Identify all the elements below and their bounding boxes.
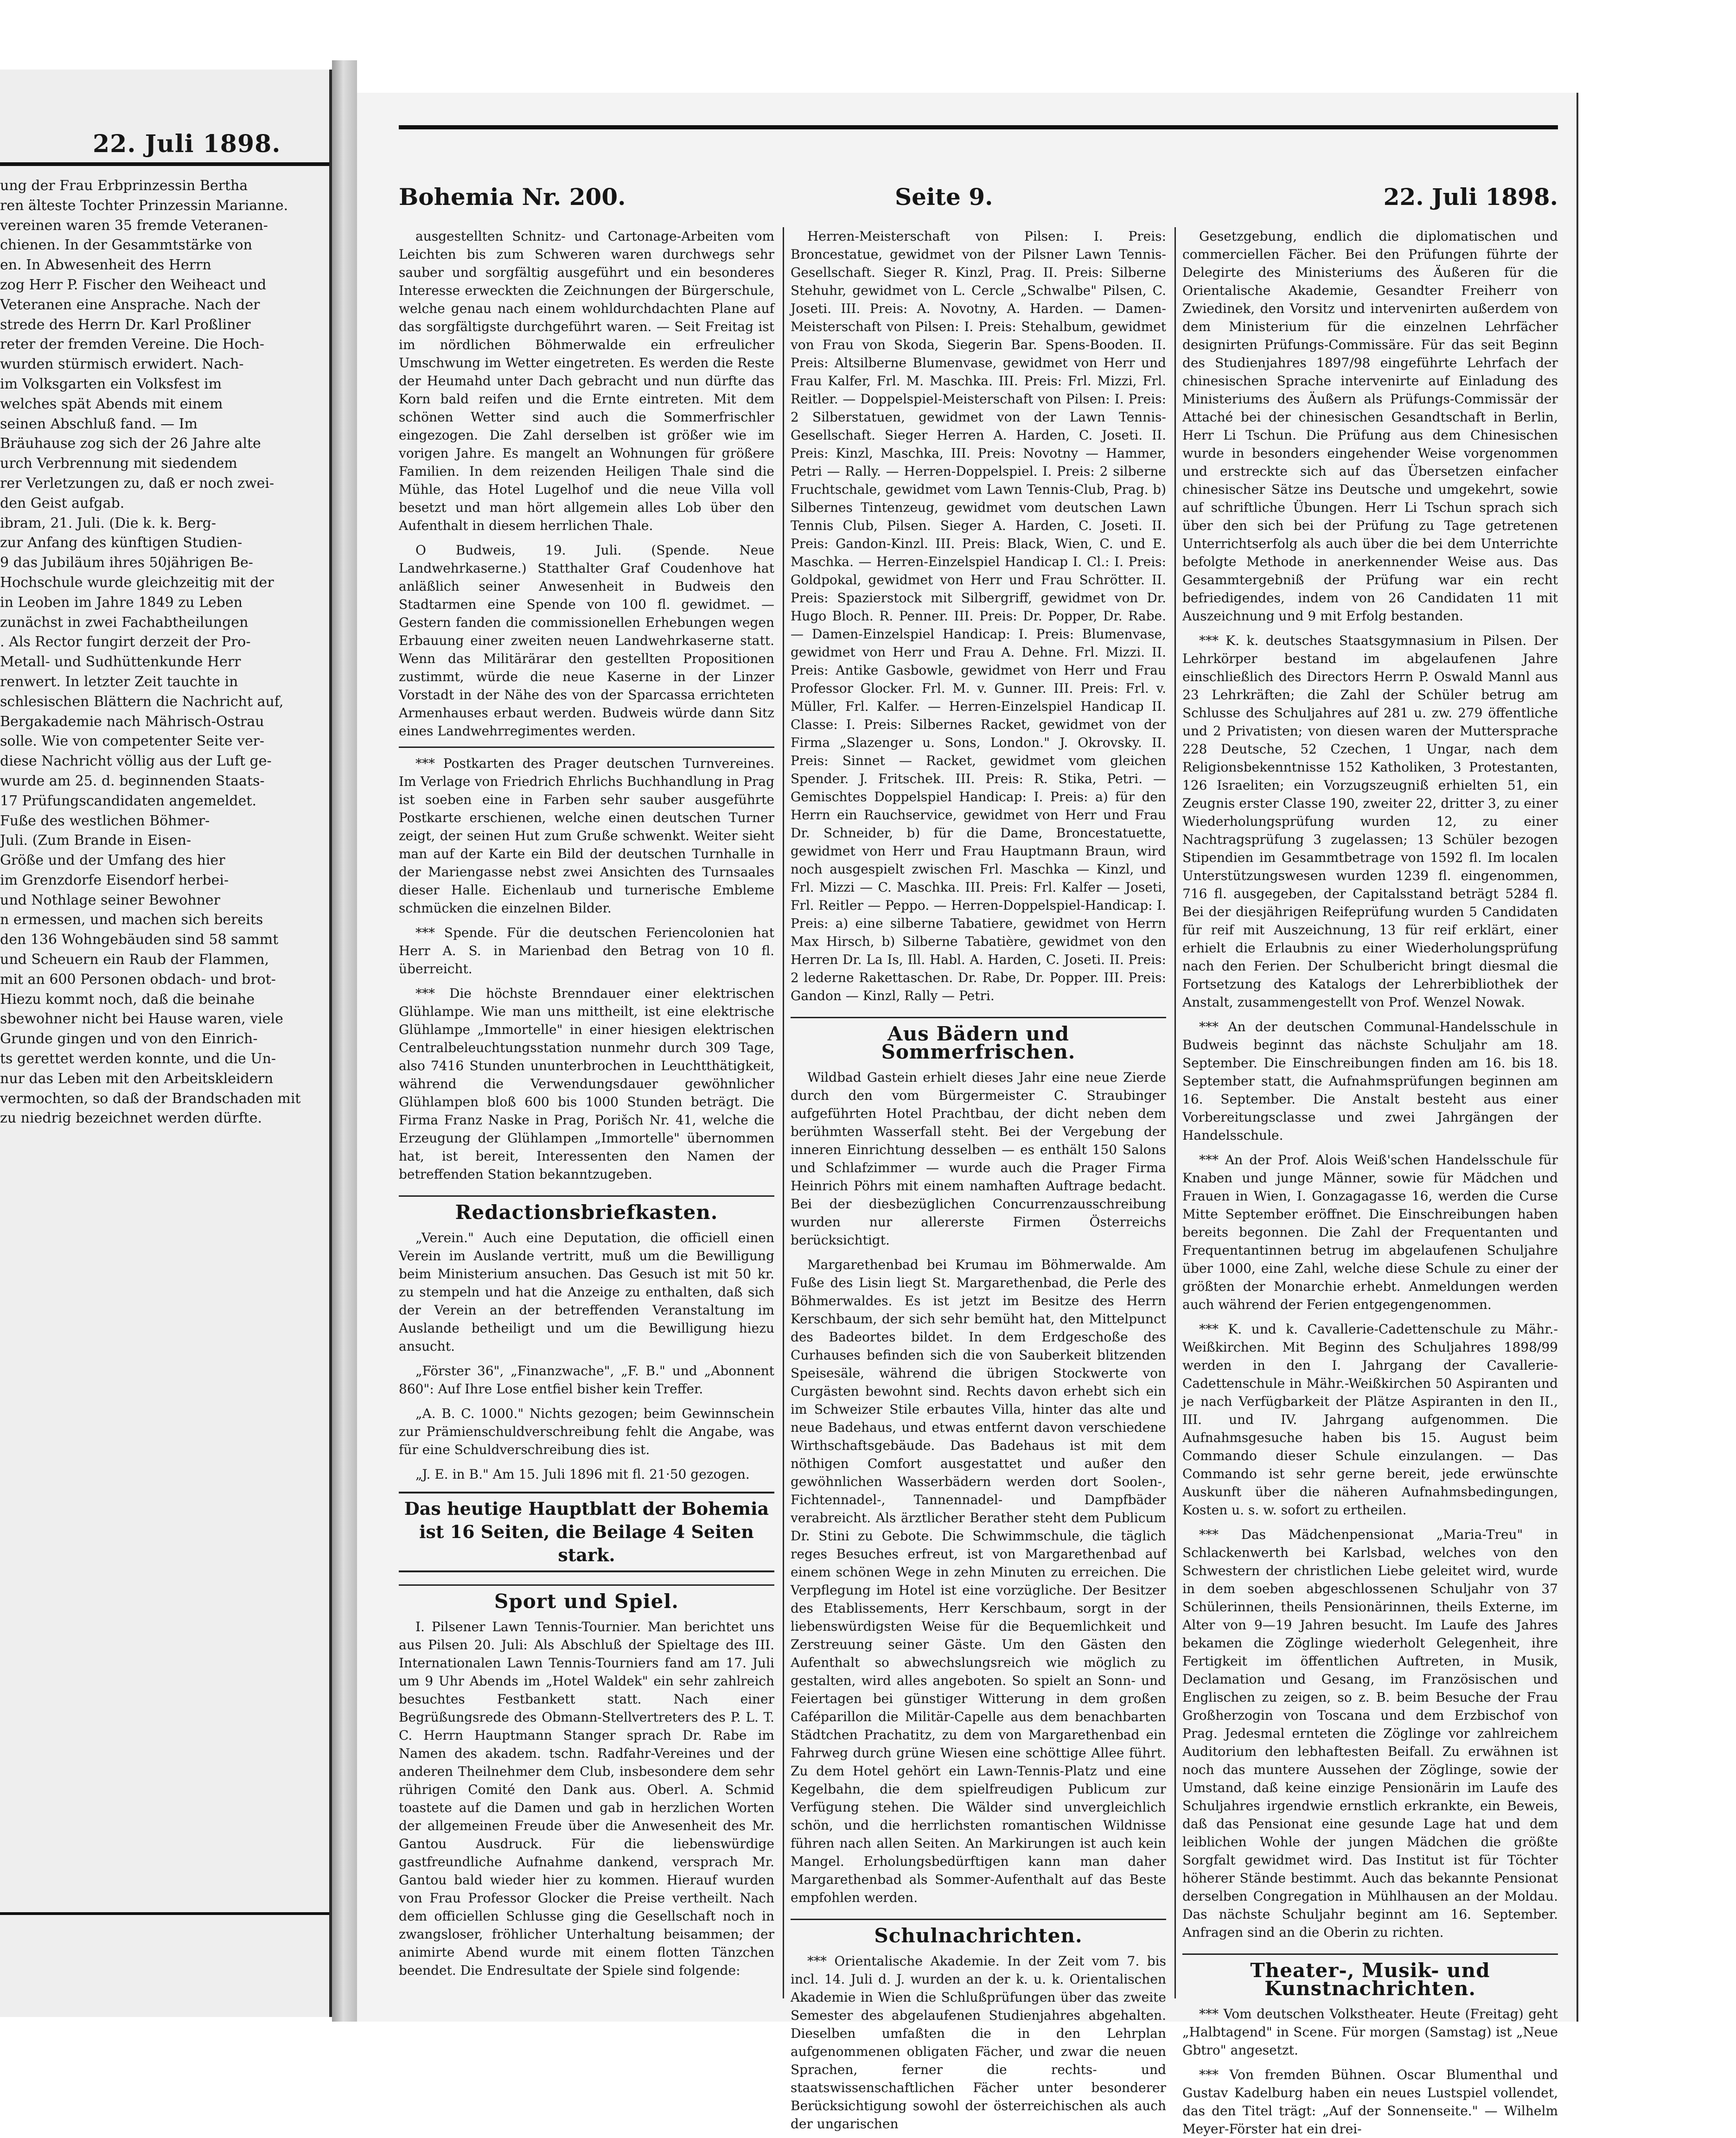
left-page-header-rule	[0, 162, 329, 166]
page-header	[399, 183, 1558, 216]
header-rule	[399, 125, 1558, 129]
column-rule	[1174, 227, 1176, 1998]
left-page-date: 22. Juli 1898.	[93, 130, 281, 158]
article-paragraph: *** K. und k. Cavallerie-Cadettenschule zu Mähr.-Weißkirchen. Mit Beginn des Schuljahres 1898/99 werden in den I. Jahrgang der Cavallerie-Cadettenschule in Mähr.-Weißkirchen 50 Aspiranten und je nach Verfügbarkeit der Plätze Aspiranten in den II., III. und IV. Jahrgang aufgenommen. Die Aufnahmsgesuche haben bis 15. August beim Commando dieser Schule einzulangen. — Das Commando ist sehr gerne bereit, jede erwünschte Auskunft über die näheren Aufnahmsbedingungen, Kosten u. s. w. sofort zu ertheilen.	[1182, 1321, 1558, 1518]
article-paragraph: Wildbad Gastein erhielt dieses Jahr eine neue Zierde durch den vom Bürgermeister C. Straubinger aufgeführten Hotel Prachtbau, der dicht neben dem berühmten Wasserfall steht. Bei der Vergebung der inneren Einrichtung desselben — es enthält 150 Salons und Schlafzimmer — wurde auch die Prager Firma Heinrich Pöhrs mit einem namhaften Auftrage bedacht. Bei der diesbezüglichen Concurrenzausschreibung wurden nur allererste Firmen Österreichs berücksichtigt.	[791, 1070, 1166, 1248]
article-paragraph: „Verein." Auch eine Deputation, die officiell einen Verein im Auslande vertritt, muß um die Bewilligung beim Ministerium ansuchen. Das Gesuch ist mit 50 kr. zu stempeln und hat die Anzeige zu enthalten, daß sich der Verein an der betreffenden Veranstaltung im Auslande betheiligt und um die Bewilligung hiezu ansucht.	[399, 1230, 774, 1354]
left-page-bottom-rule	[0, 1912, 329, 1915]
section-heading: Redactionsbriefkasten.	[399, 1195, 774, 1221]
article-paragraph: *** An der Prof. Alois Weiß'schen Handelsschule für Knaben und junge Männer, sowie für Mädchen und Frauen in Wien, I. Gonzagagasse 16, werden die Curse Mitte September eröffnet. Die Einschreibungen haben bereits begonnen. Die Zahl der Frequentanten und Frequentantinnen betrug im abgelaufenen Schuljahre über 1000, eine Zahl, welche diese Schule zu einer der größten der Monarchie erhebt. Anmeldungen werden auch während der Ferien entgegengenommen.	[1182, 1152, 1558, 1312]
column-rule	[783, 227, 784, 1998]
section-heading: Sport und Spiel.	[399, 1584, 774, 1610]
article-divider	[399, 747, 774, 748]
article-paragraph: Margarethenbad bei Krumau im Böhmerwalde. Am Fuße des Lisin liegt St. Margarethenbad, die Perle des Böhmerwaldes. Es ist jetzt im Besitze des Herrn Kerschbaum, der sich sehr bemüht hat, den Mittelpunct des Badeortes bildet. In dem Erdgeschoße des Curhauses befinden sich die von Sauberkeit blitzenden Speisesäle, während die übrigen Stockwerte von Curgästen bewohnt sind. Rechts davon erhebt sich ein im Schweizer Stile erbautes Villa, hinter das alte und neue Badehaus, und etwas entfernt davon verschiedene Wirthschaftsgebäude. Das Badehaus ist mit dem nöthigen Comfort ausgestattet und außer den gewöhnlichen Wasserbädern werden dort Soolen-, Fichtennadel-, Tannennadel- und Dampfbäder verabreicht. Als ärztlicher Berather steht dem Publicum Dr. Stini zu Gebote. Die Schwimmschule, die täglich reges Besuches erfreut, ist von Margarethenbad auf einem schönen Wege in zehn Minuten zu erreichen. Die Verpflegung im Hotel ist eine vorzügliche. Der Besitzer des Etablissements, Herr Kerschbaum, sorgt in der liebenswürdigsten Weise für die Bequemlichkeit und Zerstreuung seiner Gäste. Um den Gästen den Aufenthalt so abwechslungsreich wie möglich zu gestalten, wird alles angeboten. So spielt an Sonn- und Feiertagen bei günstiger Witterung in dem großen Caféparillon die Militär-Capelle aus dem benachbarten Städtchen Prachatitz, zu dem von Margarethenbad ein Fahrweg durch grüne Wiesen eine schöttige Allee führt. Zu dem Hotel gehört ein Lawn-Tennis-Platz und eine Kegelbahn, die dem spielfreudigen Publicum zur Verfügung stehen. Die Wälder sind unvergleichlich schön, und die herrlichsten romantischen Wildnisse führen nach allen Seiten. An Markirungen ist auch kein Mangel. Erholungsbedürftigen kann man daher Margarethenbad als Sommer-Aufenthalt auf das Beste empfohlen werden.	[791, 1257, 1166, 1905]
article-paragraph: *** Die höchste Brenndauer einer elektrischen Glühlampe. Wie man uns mittheilt, ist eine elektrische Glühlampe „Immortelle" in einer hiesigen elektrischen Centralbeleuchtungsstation nunmehr durch 309 Tage, also 7416 Stunden ununterbrochen in Leuchtthätigkeit, während die Verwendungsdauer gewöhnlicher Glühlampen bloß 600 bis 1000 Stunden beträgt. Die Firma Franz Naske in Prag, Porišch Nr. 41, welche die Erzeugung der Glühlampen „Immortelle" übernommen hat, ist bereit, Interessenten den Namen der betreffenden Station bekanntzugeben.	[399, 986, 774, 1182]
article-paragraph: „J. E. in B." Am 15. Juli 1896 mit fl. 21·50 gezogen.	[415, 1467, 750, 1482]
section-heading: Aus Bädern und Sommerfrischen.	[791, 1017, 1166, 1061]
section-heading: Theater-, Musik- und Kunstnachrichten.	[1182, 1953, 1558, 1998]
article-paragraph: *** K. k. deutsches Staatsgymnasium in Pilsen. Der Lehrkörper bestand im abgelaufenen Jahre einschließlich des Directors Herrn P. Oswald Mannl aus 23 Lehrkräften; die Zahl der Schüler betrug am Schlusse des Schuljahres auf 281 u. zw. 279 öffentliche und 2 Privatisten; von diesen waren der Muttersprache 228 Deutsche, 52 Czechen, 1 Ungar, nach dem Religionsbekenntnisse 152 Katholiken, 3 Protestanten, 126 Israeliten; ein Vorzugszeugniß erhielten 51, ein Zeugnis erster Classe 190, zweiter 22, dritter 3, zu einer Wiederholungsprüfung wurden 12, zu einer Nachtragsprüfung 3 zugelassen; 13 Schüler bezogen Stipendien im Gesammtbetrage von 1592 fl. Im localen Unterstützungswesen wurden 1239 fl. eingenommen, 716 fl. ausgegeben, der Capitalsstand beträgt 5284 fl. Bei der diesjährigen Reifeprüfung wurden 5 Candidaten für reif mit Auszeichnung, 13 für reif erklärt, einer erhielt die Erlaubnis zu einer Wiederholungsprüfung nach den Ferien. Der Schulbericht bringt diesmal die Fortsetzung des Katalogs der Lehrerbibliothek der Anstalt, zusammengestellt von Prof. Wenzel Nowak.	[1182, 633, 1558, 1010]
book-gutter	[332, 60, 357, 2022]
article-paragraph: *** Spende. Für die deutschen Feriencolonien hat Herr A. S. in Marienbad den Betrag von 10 fl. überreicht.	[399, 925, 774, 976]
page-count-notice: Das heutige Hauptblatt der Bohemia ist 16 Seiten, die Beilage 4 Seiten stark.	[399, 1492, 774, 1572]
article-paragraph: „A. B. C. 1000." Nichts gezogen; beim Gewinnschein zur Prämienschuldverschreibung fehlt die Angabe, was für eine Schuldverschreibung dies ist.	[399, 1406, 774, 1457]
page-date: 22. Juli 1898.	[1383, 183, 1558, 211]
page-number: Seite 9.	[895, 183, 993, 211]
column-1	[399, 227, 774, 2008]
article-paragraph: *** Von fremden Bühnen. Oscar Blumenthal und Gustav Kadelburg haben ein neues Lustspiel vollendet, das den Titel trägt: „Auf der Sonnenseite." — Wilhelm Meyer-Förster hat ein drei-	[1182, 2067, 1558, 2137]
article-paragraph: I. Pilsener Lawn Tennis-Tournier. Man berichtet uns aus Pilsen 20. Juli: Als Abschluß der Spieltage des III. Internationalen Lawn Tennis-Tourniers fand am 17. Juli um 9 Uhr Abends im „Hotel Waldek" ein sehr zahlreich besuchtes Festbankett statt. Nach einer Begrüßungsrede des Obmann-Stellvertreters des P. L. T. C. Herrn Hauptmann Stanger sprach Dr. Rabe im Namen des akadem. tschn. Radfahr-Vereines und der anderen Theilnehmer dem Club, insbesondere dem sehr rührigen Comité den Dank aus. Oberl. A. Schmid toastete auf die Damen und gab in herzlichen Worten der allgemeinen Freude über die Anwesenheit des Mr. Gantou Ausdruck. Für die liebenswürdige gastfreundliche Aufnahme dankend, versprach Mr. Gantou bald wieder hier zu kommen. Hierauf wurden von Frau Professor Glocker die Preise vertheilt. Nach dem officiellen Schlusse ging die Gesellschaft noch in zwangsloser, fröhlicher Unterhaltung beisammen; der animirte Abend wurde mit einem flotten Tänzchen beendet. Die Endresultate der Spiele sind folgende:	[399, 1619, 774, 1978]
section-heading: Schulnachrichten.	[791, 1919, 1166, 1945]
column-2	[791, 227, 1166, 2132]
column-3	[1182, 227, 1558, 2137]
left-page	[0, 70, 332, 2017]
article-paragraph: Gesetzgebung, endlich die diplomatischen und commerciellen Fächer. Bei den Prüfungen führte der Delegirte des Ministeriums des Äußeren für die Orientalische Akademie, Gesandter Freiherr von Zwiedinek, den Vorsitz und intervenirten außerdem von dem Ministerium für die einzelnen Lehrfächer designirten Prüfungs-Commissäre. Für das seit Beginn des Studienjahres 1897/98 eingeführte Lehrfach der chinesischen Sprache intervenirte auf Einladung des Ministeriums des Äußern als Prüfungs-Commissär der Attaché bei der chinesischen Gesandtschaft in Berlin, Herr Li Tschun. Die Prüfung aus dem Chinesischen wurde in besonders eingehender Weise vorgenommen und erstreckte sich auf das Übersetzen einfacher chinesischer Sätze ins Deutsche und umgekehrt, sowie auf schriftliche Übungen. Herr Li Tschun sprach sich über den sich bei der Prüfung zu Tage getretenen Unterrichtserfolg als auch über die bei dem Unterrichte befolgte Methode in anerkennender Weise aus. Das Gesammtergebniß der Prüfung war ein recht befriedigendes, indem von 26 Candidaten 11 mit Auszeichnung und 9 mit Erfolg bestanden.	[1182, 229, 1558, 624]
article-paragraph: *** An der deutschen Communal-Handelsschule in Budweis beginnt das nächste Schuljahr am 18. September. Die Einschreibungen finden am 16. bis 18. September statt, die Aufnahmsprüfungen beginnen am 16. September. Die Anstalt besteht aus einer Vorbereitungsclasse und zwei Jahrgängen der Handelsschule.	[1182, 1019, 1558, 1143]
left-page-text: ung der Frau Erbprinzessin Bertha ren älteste Tochter Prinzessin Marianne. vereinen waren 35 fremde Veteranen- chienen. In der Gesammtstärke von en. In Abwesenheit des Herrn zog Herr P. Fischer den Weiheact und Veteranen eine Ansprache. Nach der strede des Herrn Dr. Karl Proßliner reter der fremden Vereine. Die Hoch- wurden stürmisch erwidert. Nach- im Volksgarten ein Volksfest im welches spät Abends mit einem seinen Abschluß fand. — Im Bräuhause zog sich der 26 Jahre alte urch Verbrennung mit siedendem rer Verletzungen zu, daß er noch zwei- den Geist aufgab. ibram, 21. Juli. (Die k. k. Berg- zur Anfang des künftigen Studien- 9 das Jubiläum ihres 50jährigen Be- Hochschule wurde gleichzeitig mit der in Leoben im Jahre 1849 zu Leben zunächst in zwei Fachabtheilungen . Als Rector fungirt derzeit der Pro- Metall- und Sudhüttenkunde Herr renwert. In letzter Zeit tauchte in schlesischen Blättern die Nachricht auf, Bergakademie nach Mährisch-Ostrau solle. Wie von competenter Seite ver- diese Nachricht völlig aus der Luft ge- wurde am 25. d. beginnenden Staats- 17 Prüfungscandidaten angemeldet. Fuße des westlichen Böhmer- Juli. (Zum Brande in Eisen- Größe und der Umfang des hier im Grenzdorfe Eisendorf herbei- und Nothlage seiner Bewohner n ermessen, und machen sich bereits den 136 Wohngebäuden sind 58 sammt und Scheuern ein Raub der Flammen, mit an 600 Personen obdach- und brot- Hiezu kommt noch, daß die beinahe sbewohner nicht bei Hause waren, viele Grunde gingen und von den Einrich- ts gerettet werden konnte, und die Un- nur das Leben mit den Arbeitskleidern vermochten, so daß der Brandschaden mit zu niedrig bezeichnet werden dürfte.	[0, 178, 301, 1127]
article-paragraph: Herren-Meisterschaft von Pilsen: I. Preis: Broncestatue, gewidmet von der Pilsner Lawn Tennis-Gesellschaft. Sieger R. Kinzl, Prag. II. Preis: Silberne Stehuhr, gewidmet von L. Cercle „Schwalbe" Pilsen, C. Joseti. III. Preis: A. Novotny, A. Harden. — Damen-Meisterschaft von Pilsen: I. Preis: Stehalbum, gewidmet von Frau von Skoda, Siegerin Bar. Spens-Booden. II. Preis: Altsilberne Blumenvase, gewidmet von Herr und Frau Kalfer, Frl. M. Maschka. III. Preis: Frl. Mizzi, Frl. Reitler. — Doppelspiel-Meisterschaft von Pilsen: I. Preis: 2 Silberstatuen, gewidmet von der Lawn Tennis-Gesellschaft. Sieger Herren A. Harden, C. Joseti. II. Preis: Kinzl, Maschka, III. Preis: Novotny — Hammer, Petri — Rally. — Herren-Doppelspiel. I. Preis: 2 silberne Fruchtschale, gewidmet vom Lawn Tennis-Club, Prag. b) Silbernes Tintenzeug, gewidmet vom deutschen Lawn Tennis Club, Pilsen. Sieger A. Harden, C. Joseti. II. Preis: Gandon-Kinzl. III. Preis: Black, Wien, C. und E. Maschka. — Herren-Einzelspiel Handicap I. Cl.: I. Preis: Goldpokal, gewidmet von Herr und Frau Schrötter. II. Preis: Spazierstock mit Silbergriff, gewidmet von Dr. Hugo Bloch. R. Penner. III. Preis: Dr. Popper, Dr. Rabe. — Damen-Einzelspiel Handicap: I. Preis: Blumenvase, gewidmet von Herr und Frau A. Dehne. Frl. Mizzi. II. Preis: Antike Gasbowle, gewidmet von Herr und Frau Professor Glocker. Frl. M. v. Gunner. III. Preis: Frl. v. Müller, Frl. Kalfer. — Herren-Einzelspiel Handicap II. Classe: I. Preis: Silbernes Racket, gewidmet von der Firma „Slazenger u. Sons, London." J. Okrovsky. II. Preis: Sinnet — Racket, gewidmet vom gleichen Spender. J. Fritschek. III. Preis: R. Stika, Petri. — Gemischtes Doppelspiel Handicap: I. Preis: a) für den Herrn ein Rauchservice, gewidmet von Herr und Frau Dr. Schneider, b) für die Dame, Broncestatuette, gewidmet von Herr und Frau Hauptmann Braun, wird noch ausgespielt zwischen Frl. Maschka — Kinzl, und Frl. Mizzi — C. Maschka. III. Preis: Frl. Kalfer — Joseti, Frl. Reitler — Peppo. — Herren-Doppelspiel-Handicap: I. Preis: a) eine silberne Tabatiere, gewidmet von Herrn Max Hirsch, b) Silberne Tabatière, gewidmet von den Herren Dr. La Is, Ill. Habl. A. Harden, C. Joseti. II. Preis: 2 lederne Rakettaschen. Dr. Rabe, Dr. Popper. III. Preis: Gandon — Kinzl, Rally — Petri.	[791, 229, 1166, 1003]
article-paragraph: *** Orientalische Akademie. In der Zeit vom 7. bis incl. 14. Juli d. J. wurden an der k. u. k. Orientalischen Akademie in Wien die Schlußprüfungen über das zweite Semester des abgelaufenen Studienjahres abgehalten. Dieselben umfaßten die in den Lehrplan aufgenommenen obligaten Fächer, und zwar die neuen Sprachen, ferner die rechts- und staatswissenschaftlichen Fächer unter besonderer Berücksichtigung sowohl der österreichischen als auch der ungarischen	[791, 1953, 1166, 2132]
article-paragraph: O Budweis, 19. Juli. (Spende. Neue Landwehrkaserne.) Statthalter Graf Coudenhove hat anläßlich seiner Anwesenheit in Budweis den Stadtarmen eine Spende von 100 fl. gewidmet. — Gestern fanden die commissionellen Erhebungen wegen Erbauung einer zweiten neuen Landwehrkaserne statt. Wenn das Militärärar den gestellten Propositionen zustimmt, würde die neue Kaserne in der Linzer Vorstadt in der Nähe des von der Sparcassa errichteten Armenhauses erbaut werden. Budweis würde dann Sitz eines Landwehrregimentes werden.	[399, 542, 774, 739]
article-paragraph: „Förster 36", „Finanzwache", „F. B." und „Abonnent 860": Auf Ihre Lose entfiel bisher kein Treffer.	[399, 1363, 774, 1397]
article-paragraph: *** Vom deutschen Volkstheater. Heute (Freitag) geht „Halbtagend" in Scene. Für morgen (Samstag) ist „Neue Gbtro" angesetzt.	[1182, 2006, 1558, 2058]
article-paragraph: *** Das Mädchenpensionat „Maria-Treu" in Schlackenwerth bei Karlsbad, welches von den Schwestern der christlichen Liebe geleitet wird, wurde in dem soeben abgeschlossenen Schuljahr von 37 Schülerinnen, theils Pensionärinnen, theils Externe, im Alter von 9—19 Jahren besucht. Im Laufe des Jahres bekamen die Zöglinge wiederholt Gelegenheit, ihre Fertigkeit im öffentlichen Auftreten, in Musik, Declamation und Gesang, im Französischen und Englischen zu zeigen, so z. B. beim Besuche der Frau Großherzogin von Toscana und dem Erzbischof von Prag. Jedesmal ernteten die Zöglinge vor zahlreichem Auditorium den lebhaftesten Beifall. Zu erwähnen ist noch das muntere Aussehen der Zöglinge, sowie der Umstand, daß keine einzige Pensionärin im Laufe des Schuljahres irgendwie ernstlich erkrankte, ein Beweis, daß das Pensionat eine gesunde Lage hat und dem leiblichen Wohle der jungen Mädchen die größte Sorgfalt gewidmet wird. Das Institut ist für Töchter höherer Stände bestimmt. Auch das bekannte Pensionat derselben Congregation in Mühlhausen an der Moldau. Das nächste Schuljahr beginnt am 16. September. Anfragen sind an die Oberin zu richten.	[1182, 1527, 1558, 1940]
article-paragraph: *** Postkarten des Prager deutschen Turnvereines. Im Verlage von Friedrich Ehrlichs Buchhandlung in Prag ist soeben eine in Farben sehr sauber ausgeführte Postkarte erschienen, welche einen deutschen Turner zeigt, der seinen Hut zum Gruße schwenkt. Weiter sieht man auf der Karte ein Bild der deutschen Turnhalle in der Mariengasse nebst zwei Ansichten des Turnsaales dieser Halle. Eichenlaub und turnerische Embleme schmücken die einzelnen Bilder.	[399, 756, 774, 916]
article-paragraph: ausgestellten Schnitz- und Cartonage-Arbeiten vom Leichten bis zum Schweren waren durchwegs sehr sauber und sorgfältig ausgeführt und ein besonderes Interesse erweckten die Zeichnungen der Bürgerschule, welche genau nach einem wohldurchdachten Plane auf das sorgfältigste durchgeführt waren. — Seit Freitag ist im nördlichen Böhmerwalde ein erfreulicher Umschwung im Wetter eingetreten. Es werden die Reste der Heumahd unter Dach gebracht und nun dürfte das Korn bald reifen und die Ernte eintreten. Mit dem schönen Wetter sind auch die Sommerfrischler eingezogen. Die Zahl derselben ist größer wie im vorigen Jahre. Es mangelt an Wohnungen für größere Familien. In dem reizenden Heiligen Thale sind die Mühle, das Hotel Lugelhof und die neue Villa voll besetzt und man hört allgemein alles Lob über den Aufenthalt in diesem herrlichen Thale.	[399, 229, 774, 533]
masthead-issue: Bohemia Nr. 200.	[399, 183, 626, 211]
